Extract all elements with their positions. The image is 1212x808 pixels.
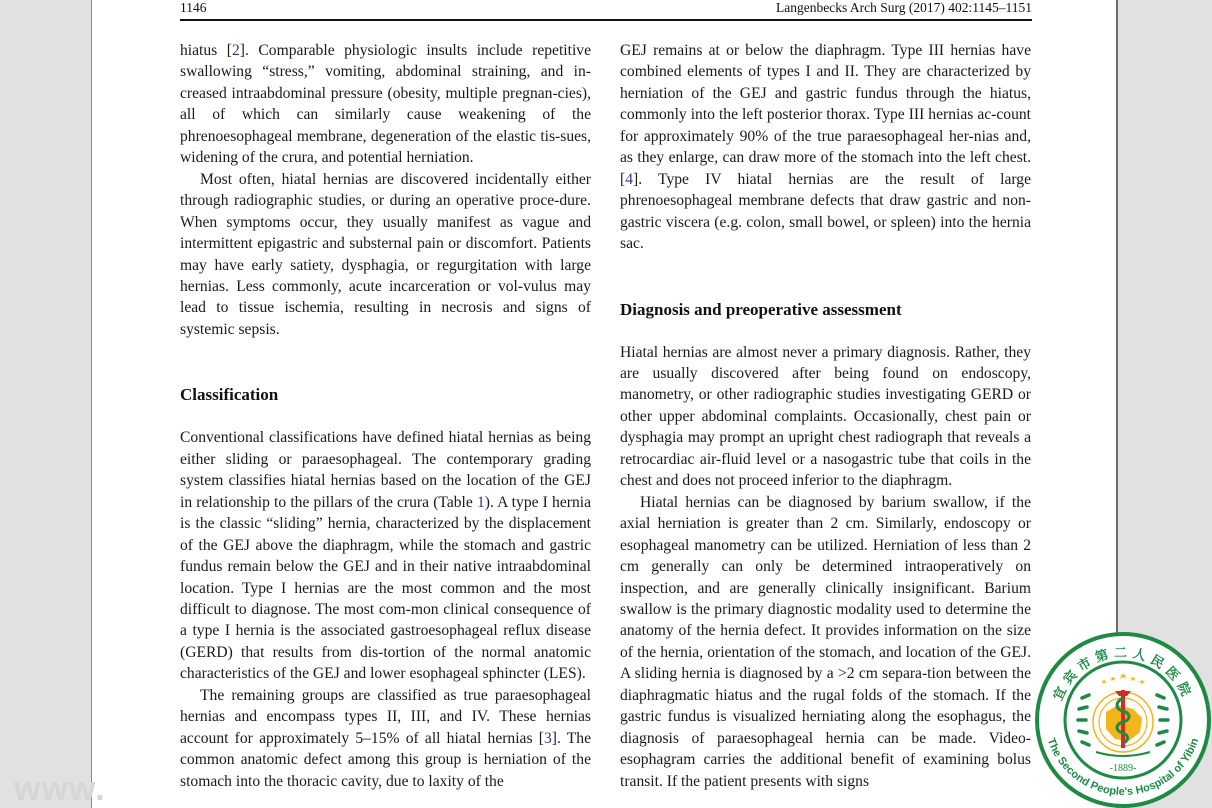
citation-link[interactable]: 4 — [625, 170, 633, 188]
hospital-seal-logo — [1034, 632, 1212, 808]
left-column — [180, 40, 591, 792]
watermark-text: www. — [14, 770, 106, 808]
section-heading-classification: Classification — [180, 385, 279, 405]
citation-link[interactable]: 3 — [543, 729, 552, 747]
paragraph-text: The remaining groups are classified as true paraesophageal hernias and encompass types II, III, and IV. These hernias account for approximately 5–15% of all hiatal hernias [ — [180, 686, 591, 747]
paragraph — [180, 40, 591, 169]
running-header — [180, 0, 1032, 21]
seal-chinese-name: 宜宾市第二人民医院 — [1050, 646, 1196, 704]
section-heading-diagnosis: Diagnosis and preoperative assessment — [620, 299, 902, 319]
paragraph — [180, 427, 591, 684]
journal-citation: Langenbecks Arch Surg (2017) 402:1145–1151 — [776, 0, 1032, 15]
paragraph-text: ]. The common anatomic defect among this group is herniation of the stomach into the thoracic cavity, due to laxity of the — [180, 729, 592, 790]
paragraph-text: ). A type I hernia is the classic “sliding” hernia, characterized by the displacement of the GEJ above the diaphragm, while the stomach and gastric fundus remain below the GEJ and in their native intraabdominal location. Type I hernias are the most common and the most difficult to diagnose. The most com-mon clinical consequence of a type I hernia is the associated gastroesophageal reflux disease (GERD) that results from dis-tortion of the normal anatomic characteristics of the GEJ and lower esophageal sphincter (LES). — [180, 493, 591, 683]
paragraph-text: Conventional classifications have defined hiatal hernias as being either sliding or paraesophageal. The contemporary grading system classifies hiatal hernias based on the location of the GEJ in relationship to the pillars of the crura (Table — [180, 429, 591, 511]
table-link[interactable]: 1 — [476, 493, 485, 511]
right-column — [620, 40, 1031, 792]
seal-english-name: The Second People's Hospital of Yibin — [1044, 736, 1202, 799]
paragraph — [620, 40, 1031, 255]
paragraph: Hiatal hernias are almost never a primary diagnosis. Rather, they are usually discovered after being found on endoscopy, manometry, or other radiographic studies investigating GERD or other upper abdominal complaints. Occasionally, chest pain or dysphagia may prompt an upright chest radiograph that reveals a retrocardiac air-fluid level or a nasogastric tube that coils in the chest and does not proceed inferior to the diaphragm. — [620, 343, 1031, 490]
paragraph: Hiatal hernias can be diagnosed by barium swallow, if the axial herniation is greater than 2 cm. Similarly, endoscopy or esophageal manometry can be utilized. Herniation of less than 2 cm generally can only be determined intraoperatively on inspection, and are generally clinically insignificant. Barium swallow is the primary diagnostic modality used to determine the anatomy of the hernia defect. It provides information on the size of the hernia, orientation of the stomach, and location of the GEJ. A sliding hernia is diagnosed by a >2 cm separa-tion between the diaphragmatic hiatus and the rugal folds of the stomach. If the gastric fundus is visualized herniating along the esophagus, the diagnosis of paraesophageal hernia can be made. Video-esophagram carries the additional benefit of examining bolus transit. If the patient presents with signs — [620, 493, 1031, 790]
document-page — [91, 0, 1118, 808]
paragraph-text: hiatus [ — [180, 42, 232, 59]
paragraph-text: ]. Type IV hiatal hernias are the result of large phrenoesophageal membrane defects that draw gastric and non-gastric viscera (e.g. colon, small bowel, or spleen) into the hernia sac. — [620, 170, 1031, 253]
page-number: 1146 — [180, 0, 207, 15]
paragraph-text: ]. Comparable physiologic insults include repetitive swallowing “stress,” vomiting, abdominal straining, and in-creased intraabdominal pressure (obesity, multiple pregnan-cies), all of which can similarly cause weakening of the phrenoesophageal membrane, degeneration of the elastic tis-sues, widening of the crura, and potential herniation. — [180, 42, 592, 167]
paragraph-text: GEJ remains at or below the diaphragm. Type III hernias have combined elements of types I and II. They are characterized by herniation of the GEJ and gastric fundus through the hiatus, commonly into the left posterior thorax. Type III hernias ac-count for approximately 90% of the true paraesophageal her-nias and, as they enlarge, can draw more of the stomach into the left chest. [ — [620, 42, 1031, 188]
citation-link[interactable]: 2 — [231, 42, 240, 59]
paragraph — [180, 685, 591, 792]
paragraph: Most often, hiatal hernias are discovered incidentally either through radiographic studies, or during an operative proce-dure. When symptoms occur, they usually manifest as vague and intermittent epigastric and substernal pain or discomfort. Patients may have early satiety, dysphagia, or regurgitation with large hernias. Less commonly, acute incarceration or vol-vulus may lead to tissue ischemia, resulting in necrosis and signs of systemic sepsis. — [180, 170, 591, 338]
seal-year: -1889- — [1109, 763, 1137, 774]
